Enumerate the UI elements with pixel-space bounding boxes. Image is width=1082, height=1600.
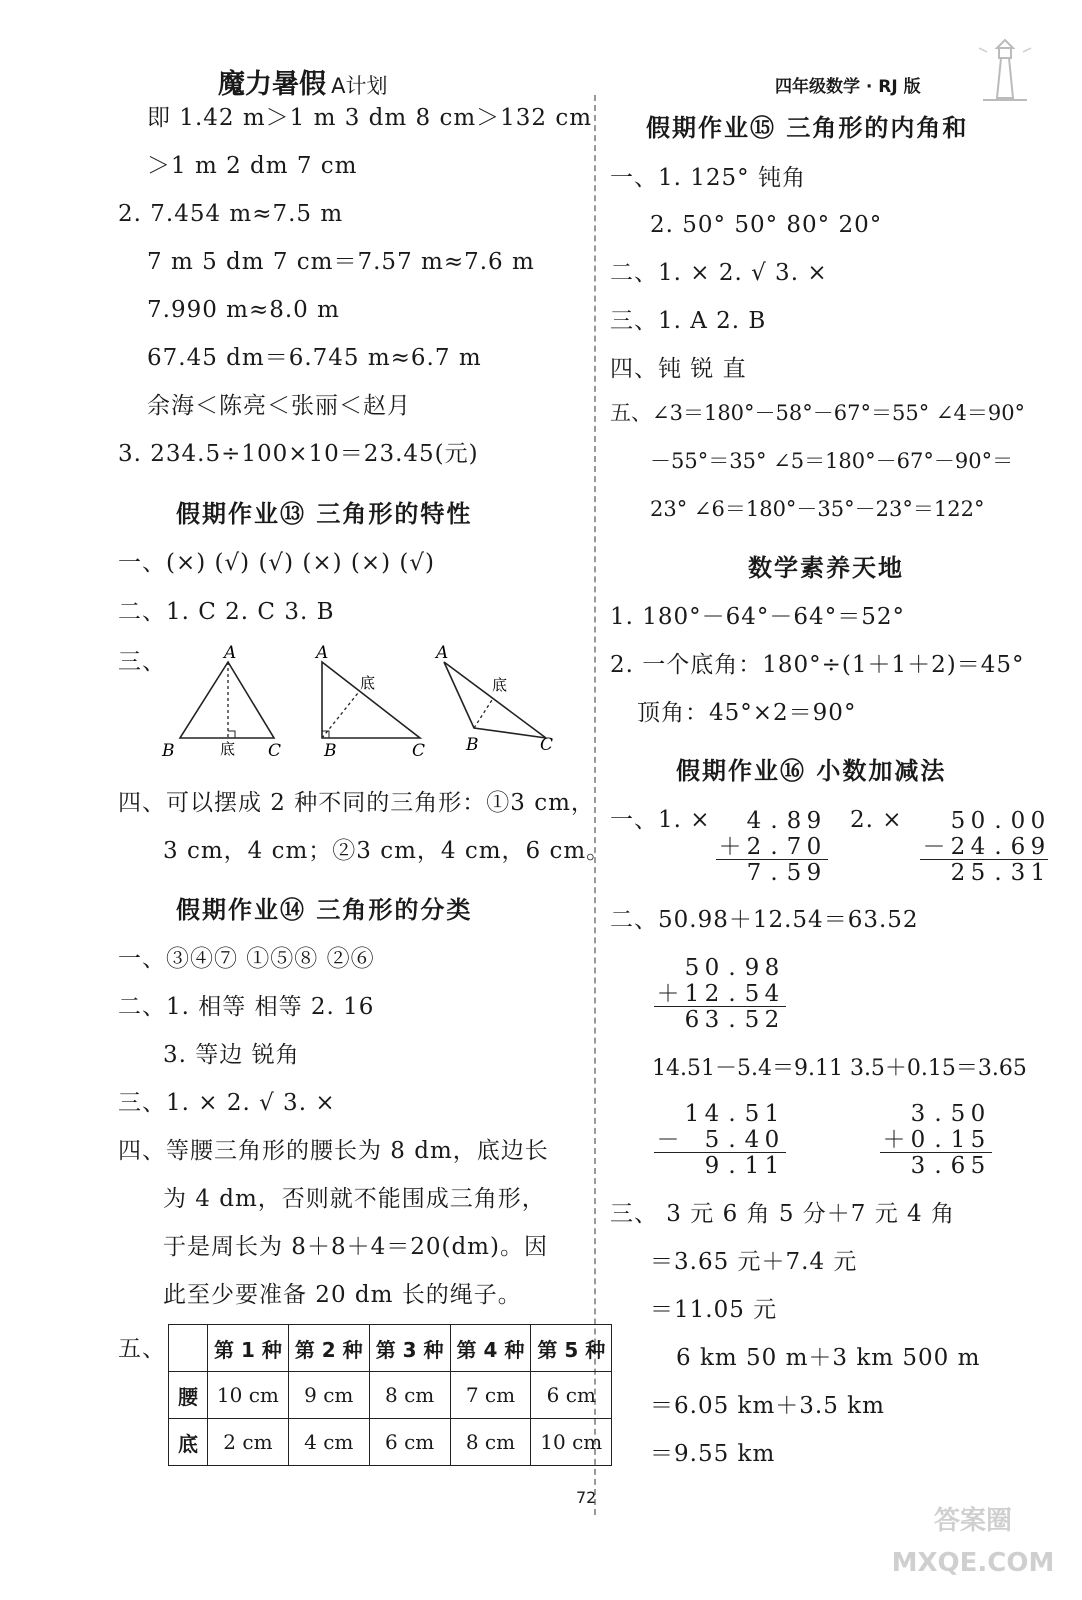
watermark (888, 1500, 1058, 1584)
table-cell: 10 cm (208, 1372, 289, 1419)
vertex-label-c: C (268, 741, 282, 761)
answer-line: 67.45 dm＝6.745 m≈6.7 m (147, 345, 482, 371)
vertical-calculation: 5 0 . 0 0 － 2 4 . 6 9 2 5 . 3 1 (922, 808, 1046, 886)
table-cell: 6 cm (531, 1372, 612, 1419)
table-cell: 8 cm (369, 1372, 450, 1419)
table-row (169, 1419, 612, 1466)
answer-line: 7 m 5 dm 7 cm＝7.57 m≈7.6 m (147, 249, 535, 275)
answer-line: 于是周长为 8＋8＋4＝20(dm)。因 (163, 1234, 548, 1260)
vertex-label-c: C (540, 735, 554, 755)
table-header-cell: 第 3 种 (369, 1325, 450, 1372)
table-cell: 4 cm (288, 1419, 369, 1466)
table-cell: 8 cm (450, 1419, 531, 1466)
answer-line: ＝3.65 元＋7.4 元 (650, 1249, 858, 1275)
table-cell: 2 cm (208, 1419, 289, 1466)
answer-line: 二、1. × 2. √ 3. × (610, 260, 828, 286)
answer-line: 2. 一个底角：180°÷(1＋1＋2)＝45° (610, 652, 1025, 678)
answer-line: 三、1. × 2. √ 3. × (118, 1090, 336, 1116)
sum-line (880, 1152, 992, 1153)
triangle-figure-2 (308, 640, 438, 769)
book-brand (218, 62, 387, 101)
sum-line (654, 1006, 786, 1007)
table-corner-cell (169, 1325, 208, 1372)
table-header-cell: 第 5 种 (531, 1325, 612, 1372)
triangle-figure-1 (160, 640, 290, 769)
table-cell: 9 cm (288, 1372, 369, 1419)
answer-line: 顶角：45°×2＝90° (637, 700, 857, 726)
answer-line: 2. 50° 50° 80° 20° (650, 212, 883, 238)
answer-line: ＝9.55 km (650, 1441, 776, 1467)
sum-line (654, 1152, 786, 1153)
vertex-label-c: C (412, 741, 426, 761)
triangle-figure-3 (430, 640, 570, 769)
answer-line: 二、1. 相等 相等 2. 16 (118, 994, 375, 1020)
answer-line: 一、1. 125° 钝角 (610, 165, 806, 191)
vertical-calculation: 1 4 . 5 1 － 5 . 4 0 9 . 1 1 (656, 1101, 780, 1179)
section-title-16: 假期作业⑯ 小数加减法 (676, 757, 947, 785)
vertical-calculation: 3 . 5 0 ＋ 0 . 1 5 3 . 6 5 (882, 1101, 986, 1179)
answer-line: 五、 (118, 1336, 166, 1362)
answer-line: 二、1. C 2. C 3. B (118, 599, 335, 625)
brand-subtitle: A计划 (331, 74, 388, 98)
answer-line: 一、(×) (√) (√) (×) (×) (√) (118, 550, 436, 576)
section-title-13: 假期作业⑬ 三角形的特性 (176, 500, 473, 528)
page-number: 72 (576, 1488, 597, 1507)
table-cell: 10 cm (531, 1419, 612, 1466)
answer-line: ＝6.05 km＋3.5 km (650, 1393, 885, 1419)
lighthouse-icon (975, 36, 1035, 110)
table-cell: 7 cm (450, 1372, 531, 1419)
answer-line: 3. 234.5÷100×10＝23.45(元) (118, 441, 479, 467)
answer-line: 此至少要准备 20 dm 长的绳子。 (163, 1282, 522, 1308)
vertex-label-a: A (224, 643, 237, 663)
answer-line: 为 4 dm，否则就不能围成三角形， (163, 1186, 546, 1212)
table-header-cell: 第 4 种 (450, 1325, 531, 1372)
base-label: 底 (360, 674, 376, 692)
table-row (169, 1372, 612, 1419)
answer-line: 三、 3 元 6 角 5 分＋7 元 4 角 (610, 1201, 955, 1227)
answer-line: 四、钝 锐 直 (610, 356, 747, 382)
answer-line: 五、∠3＝180°－58°－67°＝55° ∠4＝90° (610, 401, 1026, 425)
answer-line: 1. 180°－64°－64°＝52° (610, 604, 905, 630)
table-header-cell: 第 2 种 (288, 1325, 369, 1372)
answer-line: 即 1.42 m＞1 m 3 dm 8 cm＞132 cm (147, 105, 593, 131)
brand-title: 魔力暑假 (218, 69, 326, 100)
answer-line: 3. 等边 锐角 (163, 1042, 300, 1068)
table-header-row (169, 1325, 612, 1372)
answer-line: 三、 (118, 649, 166, 675)
answer-line: 一、1. × (610, 807, 711, 833)
answer-line: 2. 7.454 m≈7.5 m (118, 201, 344, 227)
answer-line: 2. × (850, 807, 903, 833)
answer-line: －55°＝35° ∠5＝180°－67°－90°＝ (650, 449, 1014, 473)
answer-line: ＝11.05 元 (650, 1297, 778, 1323)
grade-label: 四年级数学 · RJ 版 (775, 77, 921, 97)
vertex-label-b: B (162, 741, 175, 761)
watermark-text: 答案圈 MXQE.COM (891, 1506, 1055, 1578)
sum-line (920, 859, 1048, 860)
answer-line: ＞1 m 2 dm 7 cm (147, 153, 358, 179)
answer-line: 6 km 50 m＋3 km 500 m (676, 1345, 981, 1371)
sum-line (716, 859, 828, 860)
answer-line: 3 cm，4 cm；②3 cm，4 cm，6 cm。 (163, 838, 611, 864)
table-header-cell: 第 1 种 (208, 1325, 289, 1372)
vertical-calculation: 5 0 . 9 8 ＋ 1 2 . 5 4 6 3 . 5 2 (656, 955, 780, 1033)
vertex-label-b: B (324, 741, 337, 761)
answer-line: 四、等腰三角形的腰长为 8 dm，底边长 (118, 1138, 549, 1164)
answer-line: 三、1. A 2. B (610, 308, 767, 334)
base-label: 底 (220, 740, 236, 758)
section-title-15: 假期作业⑮ 三角形的内角和 (646, 114, 969, 142)
vertex-label-a: A (316, 643, 329, 663)
vertical-calculation: 4 . 8 9 ＋ 2 . 7 0 7 . 5 9 (718, 808, 822, 886)
table-cell: 6 cm (369, 1419, 450, 1466)
answer-line: 14.51－5.4＝9.11 3.5＋0.15＝3.65 (652, 1056, 1027, 1081)
section-title-14: 假期作业⑭ 三角形的分类 (176, 896, 473, 924)
answer-line: 23° ∠6＝180°－35°－23°＝122° (650, 497, 985, 521)
answer-line: 7.990 m≈8.0 m (147, 297, 340, 323)
answer-line: 余海＜陈亮＜张丽＜赵月 (147, 393, 411, 419)
base-label: 底 (492, 676, 508, 694)
answer-line: 一、③④⑦ ①⑤⑧ ②⑥ (118, 946, 375, 972)
table-row-label: 腰 (169, 1372, 208, 1419)
answer-line: 四、可以摆成 2 种不同的三角形：①3 cm， (118, 790, 595, 816)
vertex-label-b: B (466, 735, 479, 755)
vertex-label-a: A (436, 643, 449, 663)
answer-line: 二、50.98＋12.54＝63.52 (610, 907, 919, 933)
triangle-sides-table (168, 1324, 612, 1466)
section-title-literacy: 数学素养天地 (748, 554, 904, 582)
table-row-label: 底 (169, 1419, 208, 1466)
